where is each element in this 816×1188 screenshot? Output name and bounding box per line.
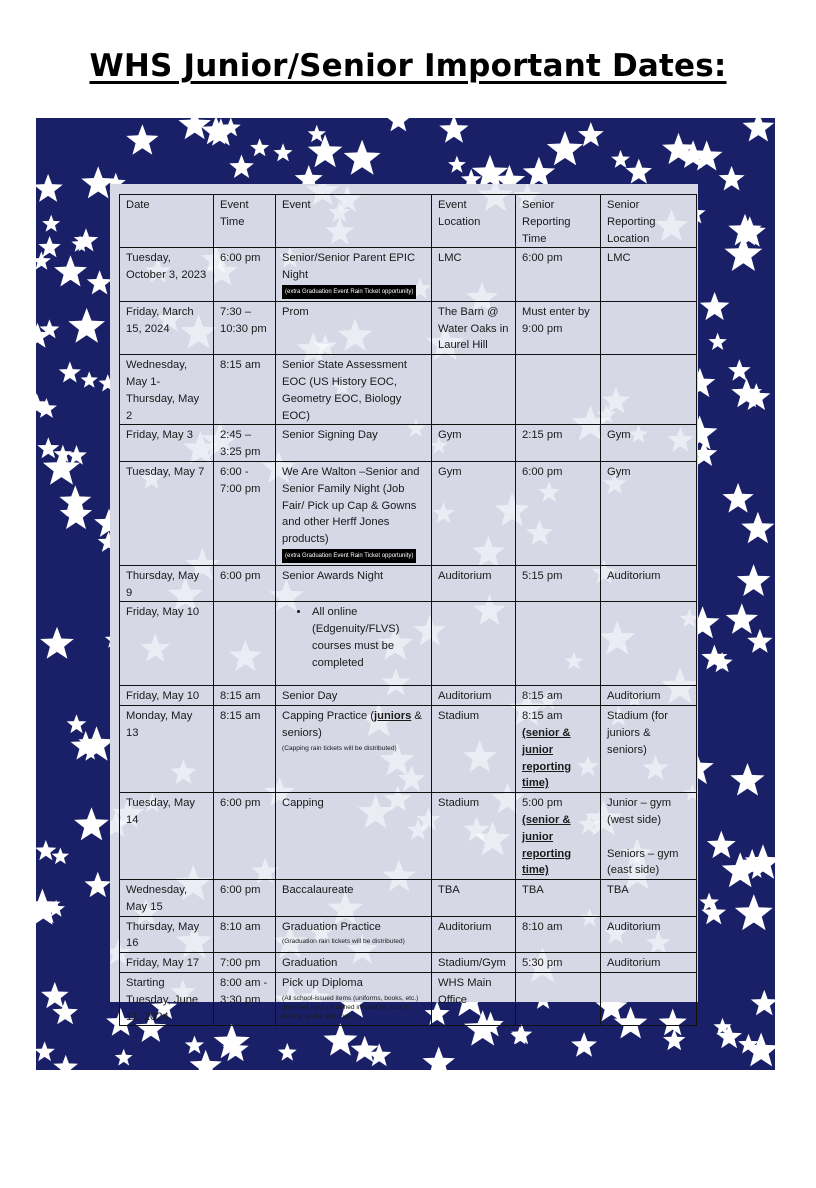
star-icon bbox=[344, 140, 381, 175]
cell-event bbox=[276, 916, 432, 953]
event-bullet-list bbox=[282, 604, 425, 671]
cell-time: 8:15 am bbox=[214, 686, 276, 706]
cell-report-location: Stadium (for juniors & seniors) bbox=[601, 706, 697, 793]
star-icon bbox=[730, 763, 764, 796]
star-icon bbox=[709, 333, 727, 350]
cell-location bbox=[432, 355, 516, 425]
report-time-text: 8:15 am bbox=[522, 710, 563, 723]
cell-location: Stadium bbox=[432, 706, 516, 793]
star-icon bbox=[74, 807, 109, 840]
cell-time: 2:45 – 3:25 pm bbox=[214, 425, 276, 462]
cell-time: 8:15 am bbox=[214, 355, 276, 425]
cell-report-location bbox=[601, 793, 697, 880]
cell-report-location bbox=[601, 973, 697, 1026]
cell-event: Prom bbox=[276, 301, 432, 354]
star-icon bbox=[190, 1050, 222, 1070]
cell-report-time: 2:15 pm bbox=[516, 425, 601, 462]
star-icon bbox=[547, 131, 583, 166]
report-time-note: (senior & junior reporting time) bbox=[522, 813, 572, 877]
cell-date: Thursday, May 16 bbox=[120, 916, 214, 953]
cell-time: 6:00 pm bbox=[214, 880, 276, 917]
star-icon bbox=[578, 122, 604, 147]
cell-time: 6:00 pm bbox=[214, 248, 276, 301]
cell-report-location: Auditorium bbox=[601, 565, 697, 602]
star-icon bbox=[40, 627, 74, 659]
star-icon bbox=[54, 255, 87, 286]
cell-report-time: 8:10 am bbox=[516, 916, 601, 953]
cell-location: Auditorium bbox=[432, 916, 516, 953]
event-text: Pick up Diploma bbox=[282, 977, 363, 990]
star-icon bbox=[42, 215, 60, 232]
cell-report-time: 5:30 pm bbox=[516, 953, 601, 973]
star-icon bbox=[36, 251, 51, 269]
cell-report-location: Gym bbox=[601, 425, 697, 462]
cell-date: Monday, May 13 bbox=[120, 706, 214, 793]
cell-date: Tuesday, May 7 bbox=[120, 461, 214, 565]
star-icon bbox=[751, 990, 775, 1016]
cell-event bbox=[276, 461, 432, 565]
event-bullet: • All online (Edgenuity/FLVS) courses must be completed bbox=[310, 604, 425, 671]
rain-ticket-badge: (extra Graduation Event Rain Ticket opportunity) bbox=[282, 285, 416, 299]
star-icon bbox=[626, 159, 652, 184]
cell-date: Friday, May 3 bbox=[120, 425, 214, 462]
report-time-text: 5:00 pm bbox=[522, 797, 563, 810]
cell-report-location: Auditorium bbox=[601, 916, 697, 953]
cell-location: Stadium bbox=[432, 793, 516, 880]
table-row bbox=[120, 916, 697, 953]
event-note: (Graduation rain tickets will be distributed) bbox=[282, 938, 405, 946]
event-text-end: & seniors) bbox=[282, 710, 422, 739]
event-text: Graduation Practice bbox=[282, 920, 381, 933]
cell-date: Thursday, May 9 bbox=[120, 565, 214, 602]
rain-ticket-badge: (extra Graduation Event Rain Ticket opportunity) bbox=[282, 549, 416, 563]
star-icon bbox=[423, 1046, 456, 1070]
cell-time bbox=[214, 602, 276, 686]
cell-location: Auditorium bbox=[432, 686, 516, 706]
cell-event: Senior State Assessment EOC (US History EOC, Geometry EOC, Biology EOC) bbox=[276, 355, 432, 425]
table-row bbox=[120, 248, 697, 301]
cell-report-time: 6:00 pm bbox=[516, 248, 601, 301]
cell-date: Friday, March 15, 2024 bbox=[120, 301, 214, 354]
cell-time: 8:00 am - 3:30 pm bbox=[214, 973, 276, 1026]
star-icon bbox=[52, 1000, 78, 1024]
star-icon bbox=[386, 118, 412, 131]
header-event-location: Event Location bbox=[432, 195, 516, 248]
star-icon bbox=[126, 124, 158, 155]
star-icon bbox=[68, 308, 105, 343]
cell-report-location bbox=[601, 355, 697, 425]
header-senior-reporting-time: Senior Reporting Time bbox=[516, 195, 601, 248]
cell-report-time bbox=[516, 973, 601, 1026]
cell-event bbox=[276, 973, 432, 1026]
event-underlined: juniors bbox=[374, 710, 412, 723]
star-icon bbox=[278, 1043, 297, 1061]
star-icon bbox=[571, 1032, 597, 1057]
cell-report-time bbox=[516, 355, 601, 425]
cell-report-time: 6:00 pm bbox=[516, 461, 601, 565]
star-icon bbox=[743, 118, 775, 142]
cell-time: 7:30 – 10:30 pm bbox=[214, 301, 276, 354]
star-icon bbox=[719, 166, 745, 191]
cell-report-location: LMC bbox=[601, 248, 697, 301]
cell-time: 7:00 pm bbox=[214, 953, 276, 973]
star-icon bbox=[229, 155, 254, 179]
cell-report-location: TBA bbox=[601, 880, 697, 917]
table-row bbox=[120, 880, 697, 917]
cell-time: 8:10 am bbox=[214, 916, 276, 953]
cell-date: Tuesday, October 3, 2023 bbox=[120, 248, 214, 301]
cell-event: Senior Awards Night bbox=[276, 565, 432, 602]
cell-location: TBA bbox=[432, 880, 516, 917]
page-title-text: WHS Junior/Senior Important Dates: bbox=[89, 48, 727, 84]
star-icon bbox=[722, 483, 753, 513]
cell-location: Gym bbox=[432, 425, 516, 462]
cell-location: The Barn @ Water Oaks in Laurel Hill bbox=[432, 301, 516, 354]
table-row bbox=[120, 425, 697, 462]
cell-report-time bbox=[516, 706, 601, 793]
star-icon bbox=[36, 840, 56, 860]
cell-date: Wednesday, May 1- Thursday, May 2 bbox=[120, 355, 214, 425]
cell-time: 6:00 pm bbox=[214, 793, 276, 880]
cell-event: Capping bbox=[276, 793, 432, 880]
star-icon bbox=[52, 848, 70, 865]
event-note: (All school-issued items (uniforms, books, etc.) and fines must be turned in/ paid for prior to picking up the diploma) bbox=[282, 994, 419, 1020]
star-icon bbox=[59, 361, 81, 382]
table-header-row bbox=[120, 195, 697, 248]
cell-report-location: Auditorium bbox=[601, 953, 697, 973]
table-row bbox=[120, 706, 697, 793]
star-icon bbox=[728, 359, 751, 381]
cell-event: Graduation bbox=[276, 953, 432, 973]
cell-date: Wednesday, May 15 bbox=[120, 880, 214, 917]
header-event: Event bbox=[276, 195, 432, 248]
cell-location: Auditorium bbox=[432, 565, 516, 602]
header-senior-reporting-location: Senior Reporting Location bbox=[601, 195, 697, 248]
important-dates-table bbox=[119, 194, 697, 1026]
cell-date: Friday, May 10 bbox=[120, 602, 214, 686]
cell-event: Senior Signing Day bbox=[276, 425, 432, 462]
event-text: We Are Walton –Senior and Senior Family Night (Job Fair/ Pick up Cap & Gowns and other Herff Jones products) bbox=[282, 465, 420, 546]
report-location-senior: Seniors – gym (east side) bbox=[607, 847, 679, 877]
cell-time: 6:00 - 7:00 pm bbox=[214, 461, 276, 565]
table-row bbox=[120, 355, 697, 425]
cell-event: Senior Day bbox=[276, 686, 432, 706]
table-row bbox=[120, 301, 697, 354]
cell-report-time: TBA bbox=[516, 880, 601, 917]
star-icon bbox=[115, 1049, 133, 1066]
table-row bbox=[120, 565, 697, 602]
cell-date: Friday, May 10 bbox=[120, 686, 214, 706]
star-icon bbox=[250, 138, 269, 156]
table-row bbox=[120, 973, 697, 1026]
cell-time: 8:15 am bbox=[214, 706, 276, 793]
cell-report-time: 8:15 am bbox=[516, 686, 601, 706]
cell-location bbox=[432, 602, 516, 686]
star-icon bbox=[37, 437, 59, 458]
cell-location: Gym bbox=[432, 461, 516, 565]
star-icon bbox=[448, 156, 466, 173]
cell-time: 6:00 pm bbox=[214, 565, 276, 602]
star-icon bbox=[81, 371, 98, 388]
cell-event bbox=[276, 602, 432, 686]
star-icon bbox=[36, 1041, 55, 1061]
cell-location: Stadium/Gym bbox=[432, 953, 516, 973]
cell-date: Friday, May 17 bbox=[120, 953, 214, 973]
header-event-time: Event Time bbox=[214, 195, 276, 248]
cell-report-time: 5:15 pm bbox=[516, 565, 601, 602]
cell-event: Baccalaureate bbox=[276, 880, 432, 917]
star-icon bbox=[85, 872, 112, 897]
star-icon bbox=[726, 603, 758, 634]
star-icon bbox=[611, 150, 630, 168]
cell-report-location bbox=[601, 602, 697, 686]
cell-location: WHS Main Office bbox=[432, 973, 516, 1026]
star-icon bbox=[66, 445, 87, 465]
cell-event bbox=[276, 248, 432, 301]
cell-report-location: Gym bbox=[601, 461, 697, 565]
star-icon bbox=[691, 140, 723, 170]
cell-report-location bbox=[601, 301, 697, 354]
report-location-junior: Junior – gym (west side) bbox=[607, 797, 672, 826]
star-icon bbox=[60, 498, 92, 529]
cell-location: LMC bbox=[432, 248, 516, 301]
star-icon bbox=[185, 1036, 204, 1054]
table-row bbox=[120, 686, 697, 706]
cell-report-time bbox=[516, 793, 601, 880]
table-row bbox=[120, 953, 697, 973]
star-icon bbox=[36, 174, 63, 202]
cell-report-time: Must enter by 9:00 pm bbox=[516, 301, 601, 354]
star-icon bbox=[53, 1055, 78, 1070]
cell-report-location: Auditorium bbox=[601, 686, 697, 706]
cell-date: Starting Tuesday, June 11, 2024 bbox=[120, 973, 214, 1026]
star-icon bbox=[439, 118, 468, 143]
table-row bbox=[120, 793, 697, 880]
star-icon bbox=[274, 143, 293, 161]
table-row bbox=[120, 461, 697, 565]
star-icon bbox=[523, 157, 555, 188]
page-title bbox=[0, 48, 816, 84]
star-icon bbox=[735, 894, 773, 930]
star-icon bbox=[741, 512, 774, 544]
event-note: (Capping rain tickets will be distributed) bbox=[282, 744, 397, 752]
star-icon bbox=[737, 564, 771, 596]
cell-event bbox=[276, 706, 432, 793]
cell-report-time bbox=[516, 602, 601, 686]
star-icon bbox=[87, 270, 113, 294]
event-text: Capping Practice ( bbox=[282, 710, 375, 723]
table-row bbox=[120, 602, 697, 686]
header-date: Date bbox=[120, 195, 214, 248]
event-text: Senior/Senior Parent EPIC Night bbox=[282, 252, 416, 282]
star-icon bbox=[707, 831, 736, 859]
star-icon bbox=[700, 292, 730, 320]
star-icon bbox=[324, 1023, 358, 1055]
star-icon bbox=[67, 714, 87, 733]
report-time-note: (senior & junior reporting time) bbox=[522, 726, 572, 790]
cell-date: Tuesday, May 14 bbox=[120, 793, 214, 880]
